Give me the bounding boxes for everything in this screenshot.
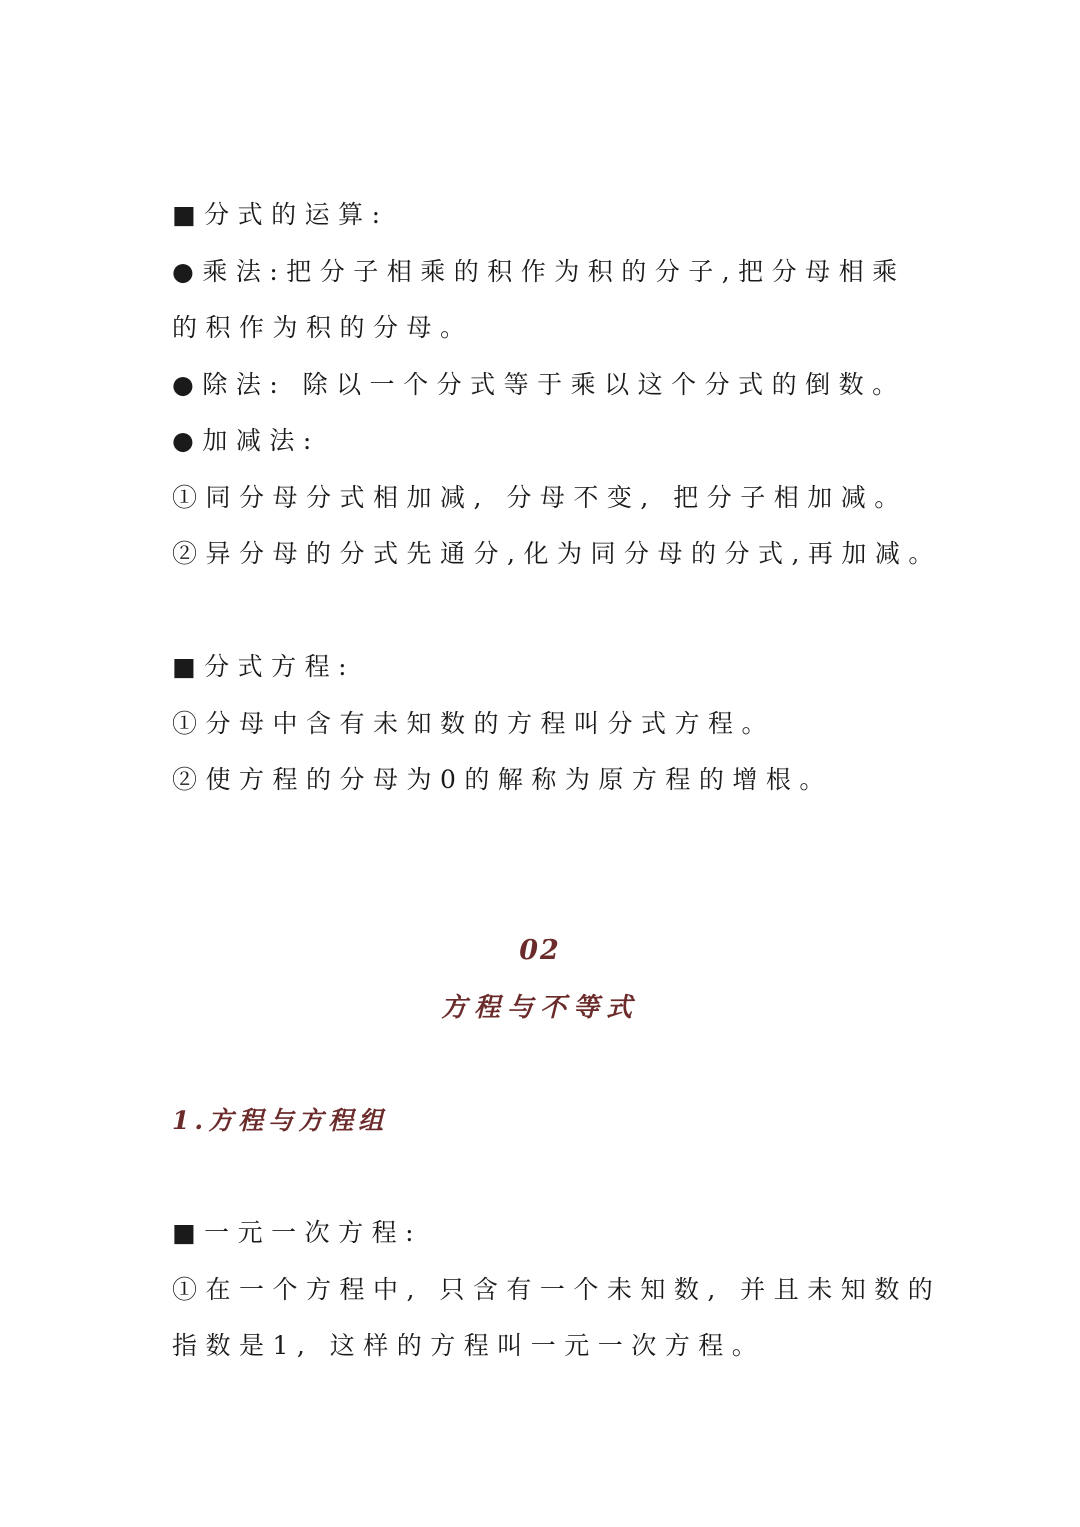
fraction-operations-heading: ■分式的运算: [172,200,389,229]
addition-subtraction-rule-1: ①同分母分式相加减, 分母不变, 把分子相加减。 [172,483,908,512]
multiplication-rule-line-2: 的积作为积的分母。 [172,313,474,342]
addition-subtraction-heading: ●加减法: [172,426,320,455]
division-rule: ●除法: 除以一个分式等于乘以这个分式的倒数。 [172,370,906,399]
subsection-title: 1.方程与方程组 [172,1106,389,1135]
linear-equation-definition-line-1: ①在一个方程中, 只含有一个未知数, 并且未知数的 [172,1275,942,1304]
fraction-equation-item-2: ②使方程的分母为0的解称为原方程的增根。 [172,765,833,794]
section-title: 方程与不等式 [440,993,639,1023]
fraction-equation-heading: ■分式方程: [172,652,356,681]
linear-equation-definition-line-2: 指数是1, 这样的方程叫一元一次方程。 [172,1331,766,1360]
multiplication-rule-line-1: ●乘法:把分子相乘的积作为积的分子,把分母相乘 [172,257,906,286]
linear-equation-heading: ■一元一次方程: [172,1218,423,1247]
fraction-equation-item-1: ①分母中含有未知数的方程叫分式方程。 [172,709,776,738]
section-number: 02 [519,935,561,966]
addition-subtraction-rule-2: ②异分母的分式先通分,化为同分母的分式,再加减。 [172,539,942,568]
